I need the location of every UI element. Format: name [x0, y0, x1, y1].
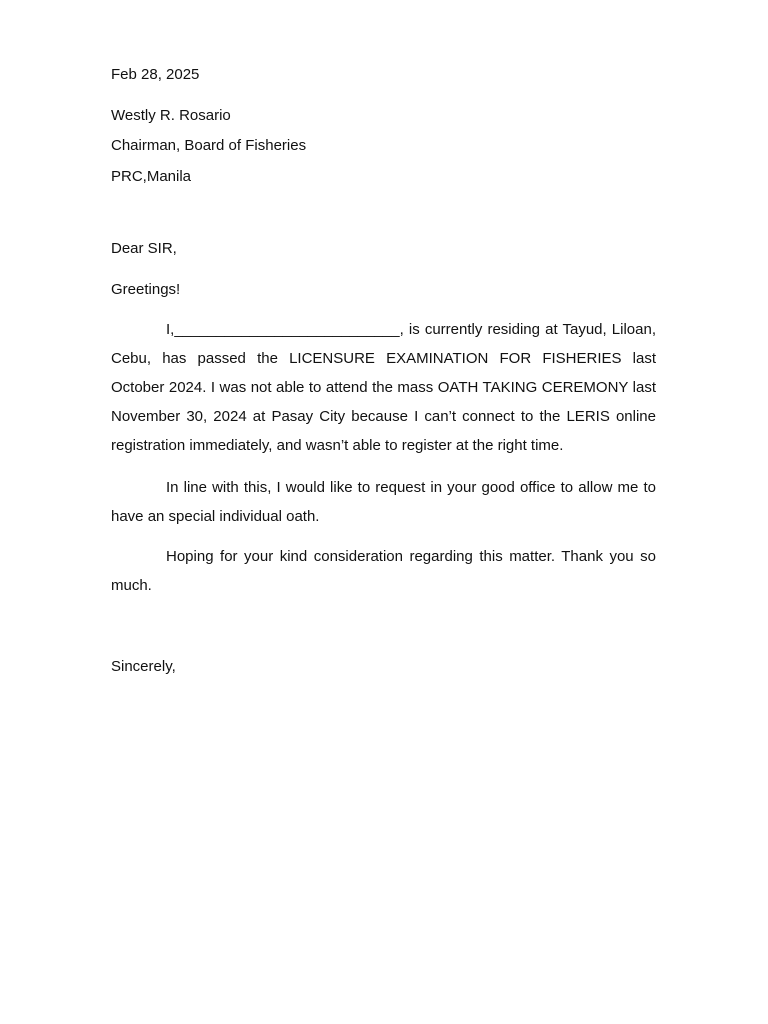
body-paragraph-3: Hoping for your kind consideration regarding this matter. Thank you so much.	[111, 548, 656, 594]
recipient-title: Chairman, Board of Fisheries	[111, 137, 307, 154]
recipient-name: Westly R. Rosario	[111, 107, 231, 124]
salutation: Dear SIR,	[111, 240, 177, 257]
recipient-office: PRC,Manila	[111, 168, 192, 185]
greeting: Greetings!	[111, 281, 181, 298]
letter-date: Feb 28, 2025	[111, 66, 200, 83]
closing: Sincerely,	[111, 658, 176, 675]
body-paragraph-1: I,___________________________, is currently residing at Tayud, Liloan, Cebu, has passed the LICENSURE EXAMINATION FOR FISHERIES last October 2024. I was not able to attend the mass OATH TAKING CEREMONY last November 30, 2024 at Pasay City because I can’t connect to the LERIS online registration immediately, and wasn’t able to register at the right time.	[111, 321, 656, 454]
body-paragraph-2: In line with this, I would like to request in your good office to allow me to have an special individual oath.	[111, 479, 656, 525]
